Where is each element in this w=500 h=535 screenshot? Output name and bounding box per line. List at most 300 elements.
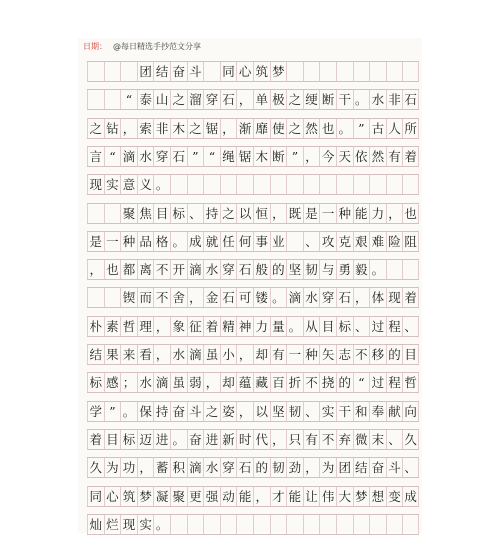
grid-cell: 绳	[220, 147, 237, 166]
grid-cell: 滴	[153, 373, 170, 392]
grid-cell: 现	[386, 288, 403, 307]
grid-cell: 末	[369, 430, 386, 449]
grid-cell	[270, 515, 287, 534]
grid-cell: 果	[104, 345, 121, 364]
grid-cell: 微	[353, 430, 370, 449]
grid-cell: 征	[187, 317, 204, 336]
grid-cell: 滴	[187, 458, 204, 477]
grid-cell: ，	[270, 430, 287, 449]
grid-cell: 索	[137, 119, 154, 138]
grid-cell	[187, 175, 204, 194]
grid-cell: 靡	[253, 119, 270, 138]
grid-cell: 溜	[187, 90, 204, 109]
grid-cell: 与	[319, 260, 336, 279]
grid-cell: 奋	[170, 62, 187, 81]
grid-cell: 蕴	[236, 373, 253, 392]
grid-cell: 险	[386, 232, 403, 251]
grid-cell: 能	[236, 487, 253, 506]
grid-cell: 泰	[137, 90, 154, 109]
grid-cell: 有	[270, 345, 287, 364]
grid-cell: 实	[137, 515, 154, 534]
grid-cell: 理	[137, 317, 154, 336]
grid-cell: 迈	[137, 430, 154, 449]
grid-cell: ”	[286, 147, 303, 166]
grid-cell: 过	[369, 373, 386, 392]
grid-cell: 勇	[336, 260, 353, 279]
grid-cell	[402, 515, 419, 534]
grid-cell: 、	[386, 430, 403, 449]
grid-cell: 。	[153, 515, 170, 534]
source-label: @每日精选手抄范文分享	[113, 42, 201, 51]
grid-cell: 朴	[87, 317, 104, 336]
grid-cell: 木	[170, 119, 187, 138]
grid-cell: 穿	[319, 288, 336, 307]
grid-cell: 、	[402, 317, 419, 336]
grid-cell: 绠	[303, 90, 320, 109]
grid-cell	[170, 515, 187, 534]
grid-cell: 来	[120, 345, 137, 364]
grid-cell: 蓄	[153, 458, 170, 477]
grid-cell: 看	[137, 345, 154, 364]
grid-cell: 使	[270, 119, 287, 138]
grid-cell: 、	[303, 402, 320, 421]
grid-line	[87, 118, 419, 139]
grid-cell: 感	[104, 373, 121, 392]
grid-cell: 镂	[253, 288, 270, 307]
grid-cell: 石	[336, 288, 353, 307]
grid-cell: 木	[253, 147, 270, 166]
grid-cell: 而	[137, 288, 154, 307]
grid-cell: 种	[303, 345, 320, 364]
grid-cell	[286, 232, 303, 251]
grid-cell	[336, 175, 353, 194]
grid-cell: 团	[137, 62, 154, 81]
grid-cell: 却	[220, 373, 237, 392]
grid-cell: 成	[402, 487, 419, 506]
grid-cell: 只	[286, 430, 303, 449]
grid-cell: 都	[120, 260, 137, 279]
grid-cell: 。	[170, 430, 187, 449]
grid-cell: 量	[270, 317, 287, 336]
grid-cell: 积	[170, 458, 187, 477]
grid-line	[87, 457, 419, 478]
date-label: 日期：	[83, 42, 107, 51]
grid-cell: 依	[353, 147, 370, 166]
grid-cell: 的	[336, 373, 353, 392]
grid-cell: 代	[253, 430, 270, 449]
grid-cell: ，	[153, 317, 170, 336]
grid-cell: “	[353, 373, 370, 392]
grid-cell: 心	[104, 487, 121, 506]
grid-cell: 一	[286, 345, 303, 364]
grid-cell	[187, 515, 204, 534]
grid-cell: 水	[303, 288, 320, 307]
grid-cell: 矢	[319, 345, 336, 364]
grid-cell: 过	[369, 317, 386, 336]
grid-cell: 小	[220, 345, 237, 364]
grid-cell: 有	[303, 430, 320, 449]
grid-line	[87, 486, 419, 507]
grid-cell: 水	[137, 373, 154, 392]
grid-cell: 力	[253, 317, 270, 336]
grid-cell: 非	[153, 119, 170, 138]
grid-cell	[369, 515, 386, 534]
grid-cell: 新	[220, 430, 237, 449]
grid-cell	[87, 62, 104, 81]
grid-cell: 实	[319, 402, 336, 421]
grid-cell: 能	[286, 487, 303, 506]
grid-cell: 也	[319, 119, 336, 138]
grid-cell	[203, 515, 220, 534]
grid-cell: 开	[170, 260, 187, 279]
grid-cell: 虽	[170, 373, 187, 392]
grid-cell: 变	[386, 487, 403, 506]
grid-line	[87, 89, 419, 110]
grid-cell: 目	[104, 430, 121, 449]
grid-cell: 焦	[137, 204, 154, 223]
grid-cell: 之	[286, 119, 303, 138]
grid-cell: 更	[187, 487, 204, 506]
grid-line	[87, 231, 419, 252]
grid-cell: 梦	[270, 62, 287, 81]
grid-cell: ，	[236, 402, 253, 421]
grid-cell	[402, 175, 419, 194]
grid-cell: 以	[253, 402, 270, 421]
grid-cell: 义	[137, 175, 154, 194]
grid-cell: 滴	[187, 260, 204, 279]
grid-cell: ，	[153, 345, 170, 364]
grid-cell: 却	[253, 345, 270, 364]
grid-cell: ，	[270, 204, 287, 223]
grid-cell: 石	[236, 260, 253, 279]
grid-cell: ，	[220, 119, 237, 138]
grid-cell	[303, 515, 320, 534]
grid-cell: 梦	[353, 487, 370, 506]
grid-cell: 品	[137, 232, 154, 251]
grid-cell: 同	[87, 487, 104, 506]
grid-cell: 穿	[153, 147, 170, 166]
grid-cell: 、	[303, 232, 320, 251]
grid-cell	[286, 175, 303, 194]
grid-cell	[253, 515, 270, 534]
grid-cell: 今	[319, 147, 336, 166]
grid-cell: 锯	[236, 147, 253, 166]
grid-cell: 标	[120, 430, 137, 449]
grid-cell: 标	[87, 373, 104, 392]
grid-cell: 、	[402, 458, 419, 477]
grid-cell: 姿	[220, 402, 237, 421]
grid-cell: 。	[336, 119, 353, 138]
grid-cell: 不	[319, 430, 336, 449]
grid-cell	[319, 175, 336, 194]
grid-cell: 结	[153, 62, 170, 81]
grid-cell: 之	[220, 204, 237, 223]
grid-cell: 大	[336, 487, 353, 506]
grid-cell: 不	[303, 373, 320, 392]
grid-cell	[386, 260, 403, 279]
grid-cell: 弃	[336, 430, 353, 449]
grid-cell: 也	[104, 260, 121, 279]
grid-cell	[236, 515, 253, 534]
grid-cell: 哲	[402, 373, 419, 392]
grid-cell: 志	[336, 345, 353, 364]
grid-cell: 种	[120, 232, 137, 251]
grid-cell: 单	[253, 90, 270, 109]
grid-cell: 劲	[286, 458, 303, 477]
grid-cell: 着	[402, 288, 419, 307]
grid-cell	[220, 175, 237, 194]
grid-cell: 水	[203, 260, 220, 279]
grid-cell: 然	[303, 119, 320, 138]
grid-cell: 斗	[386, 458, 403, 477]
grid-cell: 事	[253, 232, 270, 251]
grid-cell: 天	[336, 147, 353, 166]
grid-cell	[386, 515, 403, 534]
grid-cell: 一	[319, 204, 336, 223]
grid-cell: 水	[203, 458, 220, 477]
grid-cell: 结	[87, 345, 104, 364]
grid-cell: 标	[336, 317, 353, 336]
grid-cell: 不	[153, 260, 170, 279]
grid-cell: 久	[402, 430, 419, 449]
grid-cell: 种	[336, 204, 353, 223]
grid-line	[87, 203, 419, 224]
grid-cell: 可	[236, 288, 253, 307]
grid-cell: 虽	[203, 345, 220, 364]
grid-cell: 动	[220, 487, 237, 506]
grid-cell: 锯	[203, 119, 220, 138]
grid-cell: 阻	[402, 232, 419, 251]
grid-cell: 水	[170, 345, 187, 364]
grid-cell: 以	[236, 204, 253, 223]
grid-cell: 。	[270, 288, 287, 307]
grid-cell: 烂	[104, 515, 121, 534]
grid-cell: 滴	[187, 345, 204, 364]
grid-cell: 素	[104, 317, 121, 336]
grid-cell: 。	[170, 232, 187, 251]
grid-cell: 的	[253, 458, 270, 477]
grid-cell: 格	[153, 232, 170, 251]
grid-cell: ，	[353, 288, 370, 307]
grid-cell: 和	[353, 402, 370, 421]
grid-cell: 折	[286, 373, 303, 392]
grid-cell: 般	[253, 260, 270, 279]
grid-cell: 奋	[187, 430, 204, 449]
grid-cell: ，	[303, 458, 320, 477]
grid-cell	[402, 260, 419, 279]
grid-cell: 才	[270, 487, 287, 506]
grid-cell	[87, 204, 104, 223]
grid-cell: 功	[120, 458, 137, 477]
grid-cell: ，	[236, 345, 253, 364]
grid-cell: 。	[353, 90, 370, 109]
grid-line	[87, 174, 419, 195]
grid-cell: 程	[386, 373, 403, 392]
grid-cell: 斗	[187, 62, 204, 81]
grid-cell	[353, 175, 370, 194]
grid-cell	[353, 515, 370, 534]
grid-cell: 能	[353, 204, 370, 223]
grid-cell: 、	[353, 317, 370, 336]
grid-cell	[386, 62, 403, 81]
grid-cell: 克	[336, 232, 353, 251]
grid-cell: 现	[120, 515, 137, 534]
grid-cell	[236, 175, 253, 194]
grid-cell: 筑	[120, 487, 137, 506]
grid-cell: 斗	[187, 402, 204, 421]
grid-cell: 伟	[319, 487, 336, 506]
grid-cell: 强	[203, 487, 220, 506]
grid-cell	[120, 62, 137, 81]
grid-cell: 力	[369, 204, 386, 223]
grid-cell: 团	[336, 458, 353, 477]
grid-cell: 然	[369, 147, 386, 166]
grid-cell: 保	[137, 402, 154, 421]
grid-cell: 梦	[137, 487, 154, 506]
grid-cell	[336, 62, 353, 81]
grid-cell: 象	[170, 317, 187, 336]
grid-cell: 之	[87, 119, 104, 138]
grid-cell: 攻	[319, 232, 336, 251]
grid-cell	[253, 175, 270, 194]
grid-cell	[104, 204, 121, 223]
grid-cell: 标	[170, 204, 187, 223]
grid-cell: 弱	[187, 373, 204, 392]
grid-cell: 持	[203, 204, 220, 223]
grid-cell: 时	[236, 430, 253, 449]
grid-cell: 程	[386, 317, 403, 336]
grid-cell: 山	[153, 90, 170, 109]
grid-cell: 之	[187, 119, 204, 138]
grid-cell: ，	[187, 288, 204, 307]
grid-cell: “	[120, 90, 137, 109]
grid-cell: 向	[402, 402, 419, 421]
grid-cell: 任	[220, 232, 237, 251]
grid-cell: 想	[369, 487, 386, 506]
grid-cell: ，	[303, 147, 320, 166]
grid-cell: 不	[153, 288, 170, 307]
grid-cell	[369, 62, 386, 81]
grid-cell	[104, 62, 121, 81]
grid-cell: 意	[120, 175, 137, 194]
grid-cell: 目	[402, 345, 419, 364]
grid-cell: 着	[203, 317, 220, 336]
grid-cell: 石	[402, 90, 419, 109]
grid-cell: 极	[270, 90, 287, 109]
grid-cell: 艰	[353, 232, 370, 251]
grid-cell: 人	[386, 119, 403, 138]
grid-cell: 目	[319, 317, 336, 336]
grid-cell: 所	[402, 119, 419, 138]
grid-cell: 就	[203, 232, 220, 251]
grid-cell: 精	[220, 317, 237, 336]
grid-cell: 离	[137, 260, 154, 279]
grid-cell: 钻	[104, 119, 121, 138]
grid-cell	[303, 175, 320, 194]
grid-line	[87, 514, 419, 535]
grid-cell: 哲	[120, 317, 137, 336]
grid-cell: 干	[336, 402, 353, 421]
grid-cell: 既	[286, 204, 303, 223]
grid-cell: 坚	[270, 402, 287, 421]
grid-cell: ；	[120, 373, 137, 392]
grid-cell: 聚	[170, 487, 187, 506]
grid-cell: 神	[236, 317, 253, 336]
grid-cell: 水	[137, 147, 154, 166]
grid-cell	[369, 175, 386, 194]
grid-cell: 着	[87, 430, 104, 449]
grid-cell: 灿	[87, 515, 104, 534]
grid-cell	[104, 90, 121, 109]
grid-cell: 目	[153, 204, 170, 223]
grid-cell: ，	[253, 487, 270, 506]
grid-cell: 韧	[303, 260, 320, 279]
grid-cell	[336, 515, 353, 534]
grid-cell: ”	[187, 147, 204, 166]
grid-cell: 。	[286, 317, 303, 336]
grid-cell: 石	[220, 90, 237, 109]
grid-cell: 古	[369, 119, 386, 138]
grid-cell: 穿	[220, 458, 237, 477]
grid-cell	[319, 62, 336, 81]
grid-cell: ，	[120, 119, 137, 138]
grid-cell: “	[203, 147, 220, 166]
grid-cell: 石	[170, 147, 187, 166]
grid-line	[87, 61, 419, 82]
grid-cell: 业	[270, 232, 287, 251]
grid-cell: 穿	[203, 90, 220, 109]
grid-cell: ，	[236, 90, 253, 109]
grid-cell: 进	[153, 430, 170, 449]
grid-cell: 百	[270, 373, 287, 392]
grid-cell: 韧	[270, 458, 287, 477]
grid-line	[87, 401, 419, 422]
grid-cell: 着	[402, 147, 419, 166]
grid-cell: 挠	[319, 373, 336, 392]
grid-cell: 水	[369, 90, 386, 109]
grid-cell: 石	[220, 288, 237, 307]
grid-cell: 奋	[170, 402, 187, 421]
grid-cell: 。	[153, 175, 170, 194]
grid-line	[87, 429, 419, 450]
grid-cell: 石	[236, 458, 253, 477]
grid-line	[87, 344, 419, 365]
grid-cell: 让	[303, 487, 320, 506]
grid-cell: 心	[236, 62, 253, 81]
grid-cell: 是	[87, 232, 104, 251]
grid-cell: “	[104, 147, 121, 166]
grid-cell: 滴	[286, 288, 303, 307]
grid-cell	[270, 175, 287, 194]
grid-cell: 凝	[153, 487, 170, 506]
grid-cell: 聚	[120, 204, 137, 223]
grid-cell: 结	[353, 458, 370, 477]
grid-cell: 何	[236, 232, 253, 251]
grid-line	[87, 259, 419, 280]
grid-cell: 毅	[353, 260, 370, 279]
grid-cell: 难	[369, 232, 386, 251]
grid-cell: 献	[386, 402, 403, 421]
grid-line	[87, 287, 419, 308]
grid-cell: 藏	[253, 373, 270, 392]
grid-cell: ，	[386, 204, 403, 223]
grid-cell	[402, 62, 419, 81]
grid-cell: 有	[386, 147, 403, 166]
grid-cell: 锲	[120, 288, 137, 307]
grid-cell: 体	[369, 288, 386, 307]
grid-cell	[353, 62, 370, 81]
grid-cell: 、	[187, 204, 204, 223]
